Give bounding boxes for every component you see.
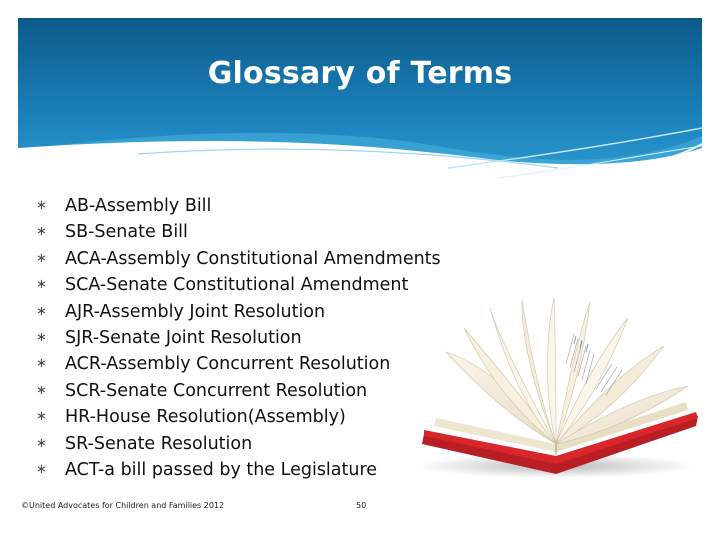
page-number: 50 xyxy=(356,501,367,510)
term-text: ACR-Assembly Concurrent Resolution xyxy=(65,354,391,375)
bullet-icon: ∗ xyxy=(36,329,47,345)
bullet-icon: ∗ xyxy=(36,356,47,372)
list-item xyxy=(36,219,506,245)
bullet-icon: ∗ xyxy=(36,461,47,477)
term-text: SR-Senate Resolution xyxy=(65,433,253,454)
term-text: AJR-Assembly Joint Resolution xyxy=(65,301,326,322)
term-text: SJR-Senate Joint Resolution xyxy=(65,327,302,348)
list-item xyxy=(36,193,506,219)
page-title: Glossary of Terms xyxy=(207,56,513,91)
list-item xyxy=(36,246,506,272)
open-book-image xyxy=(406,294,704,482)
bullet-icon: ∗ xyxy=(36,198,47,213)
footer-copyright: ©United Advocates for Children and Families 2012 xyxy=(21,501,225,510)
title-banner xyxy=(18,18,702,188)
term-text: AB-Assembly Bill xyxy=(65,196,212,216)
bullet-icon: ∗ xyxy=(36,250,47,266)
open-book-icon xyxy=(406,294,704,482)
bullet-icon: ∗ xyxy=(36,435,47,451)
term-text: HR-House Resolution(Assembly) xyxy=(65,407,346,428)
term-text: ACA-Assembly Constitutional Amendments xyxy=(65,248,441,269)
bullet-icon: ∗ xyxy=(36,277,47,293)
term-text: SB-Senate Bill xyxy=(65,222,188,243)
bullet-icon: ∗ xyxy=(36,224,47,240)
bullet-icon: ∗ xyxy=(36,303,47,319)
banner-graphic xyxy=(18,18,702,188)
term-text: ACT-a bill passed by the Legislature xyxy=(65,459,378,480)
term-text: SCA-Senate Constitutional Amendment xyxy=(65,275,409,296)
bullet-icon: ∗ xyxy=(36,382,47,398)
bullet-icon: ∗ xyxy=(36,409,47,425)
term-text: SCR-Senate Concurrent Resolution xyxy=(65,380,368,401)
